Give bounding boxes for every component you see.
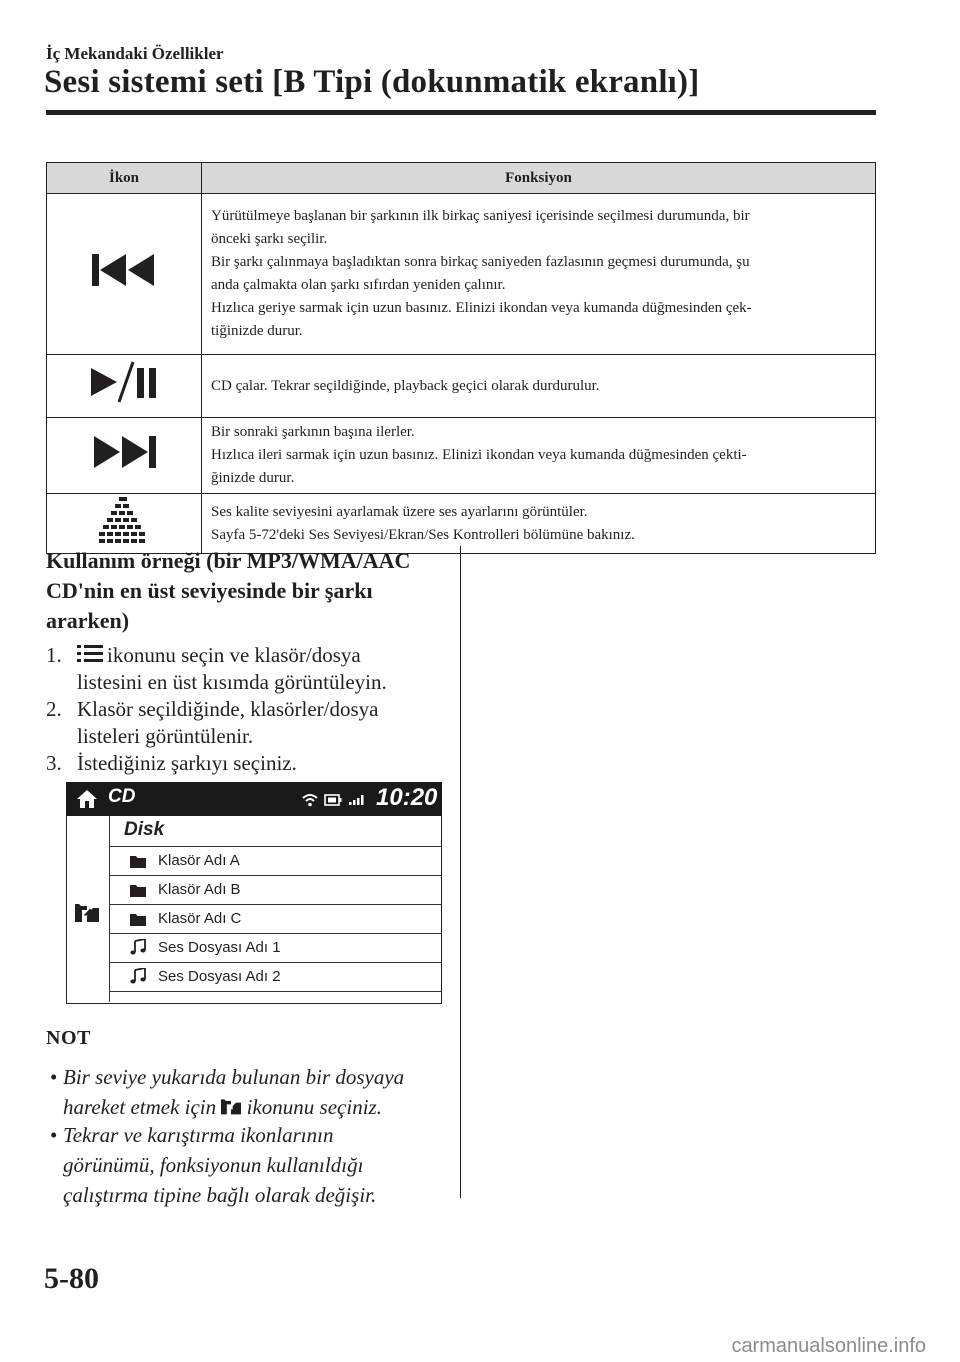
folder-icon xyxy=(130,855,146,868)
list-item[interactable]: Klasör Adı C xyxy=(110,905,442,934)
example-heading: Kullanım örneği (bir MP3/WMA/AAC CD'nin en üst seviyesinde bir şarkı ararken) xyxy=(46,548,411,633)
note-heading: NOT xyxy=(46,1027,91,1049)
skip-previous-icon xyxy=(92,250,156,290)
title-rule xyxy=(46,110,876,115)
list-header-row xyxy=(110,816,442,847)
screen-left-panel xyxy=(67,816,110,1002)
folder-up-icon xyxy=(221,1097,241,1115)
source-label: CD xyxy=(108,786,136,807)
sound-level-icon xyxy=(97,496,151,544)
wifi-icon xyxy=(302,793,318,807)
list-item[interactable]: Klasör Adı A xyxy=(110,847,442,876)
music-note-icon xyxy=(130,939,146,955)
step-2: 2. Klasör seçildiğinde, klasörler/dosya listeleri görüntülenir. xyxy=(46,697,379,748)
list-item[interactable]: Klasör Adı B xyxy=(110,876,442,905)
table-row xyxy=(47,494,876,554)
page-number: 5-80 xyxy=(44,1262,99,1295)
list-title: Disk xyxy=(124,819,165,840)
screen-list-area xyxy=(66,816,442,1004)
screen-status-bar xyxy=(66,782,442,816)
folder-icon xyxy=(130,913,146,926)
function-cell: Ses kalite seviyesini ayarlamak üzere ses ayarlarını görüntüler. Sayfa 5-72'deki Ses Seviyesi/Ekran/Ses Kontrolleri bölümüne bakınız. xyxy=(202,494,876,554)
list-item[interactable]: Ses Dosyası Adı 2 xyxy=(110,963,442,992)
note-item: • Bir seviye yukarıda bulunan bir dosyaya hareket etmek için ikonunu seçiniz. xyxy=(50,1065,405,1119)
skip-next-icon xyxy=(92,432,156,472)
folder-up-icon[interactable] xyxy=(75,902,99,922)
clock: 10:20 xyxy=(376,784,438,811)
music-note-icon xyxy=(130,968,146,984)
table-row xyxy=(47,194,876,355)
col-function-header: Fonksiyon xyxy=(202,163,876,194)
page-title: Sesi sistemi seti [B Tipi (dokunmatik ekranlı)] xyxy=(44,64,700,100)
folder-icon xyxy=(130,884,146,897)
function-cell: CD çalar. Tekrar seçildiğinde, playback geçici olarak durdurulur. xyxy=(202,355,876,418)
list-item[interactable]: Ses Dosyası Adı 1 xyxy=(110,934,442,963)
table-row xyxy=(47,355,876,418)
signal-icon xyxy=(348,793,366,806)
table-header-row xyxy=(47,163,876,194)
cd-screen-illustration xyxy=(66,782,442,1004)
list-icon xyxy=(77,644,103,664)
icon-cell xyxy=(47,194,202,355)
step-1: 1. ikonunu seçin ve klasör/dosya listesini en üst kısımda görüntüleyin. xyxy=(46,643,387,694)
battery-icon xyxy=(324,794,342,806)
icon-cell xyxy=(47,494,202,554)
table-row xyxy=(47,418,876,494)
icon-cell xyxy=(47,355,202,418)
step-3: 3. İstediğiniz şarkıyı seçiniz. xyxy=(46,751,297,775)
note-item: • Tekrar ve karıştırma ikonlarının görünümü, fonksiyonun kullanıldığı çalıştırma tipine bağlı olarak değişir. xyxy=(50,1123,377,1207)
play-pause-icon xyxy=(89,360,159,404)
column-divider xyxy=(460,546,461,1198)
function-cell: Bir sonraki şarkının başına ilerler. Hızlıca ileri sarmak için uzun basınız. Elinizi ikondan veya kumanda düğmesinden çekti- ğinizde durur. xyxy=(202,418,876,494)
function-table xyxy=(46,162,876,554)
section-label: İç Mekandaki Özellikler xyxy=(46,44,224,63)
home-icon[interactable] xyxy=(76,789,98,809)
function-cell: Yürütülmeye başlanan bir şarkının ilk birkaç saniyesi içerisinde seçilmesi durumunda, bir önceki şarkı seçilir. Bir şarkı çalınmaya başladıktan sonra birkaç saniyeden fazlasının geçmesi durumunda, şu anda çalmakta olan şarkı sıfırdan yeniden çalınır. Hızlıca geriye sarmak için uzun basınız. Elinizi ikondan veya kumanda düğmesinden çek- tiğinizde durur. xyxy=(202,194,876,355)
icon-cell xyxy=(47,418,202,494)
watermark: carmanualsonline.info xyxy=(731,1335,926,1357)
col-icon-header: İkon xyxy=(47,163,202,194)
